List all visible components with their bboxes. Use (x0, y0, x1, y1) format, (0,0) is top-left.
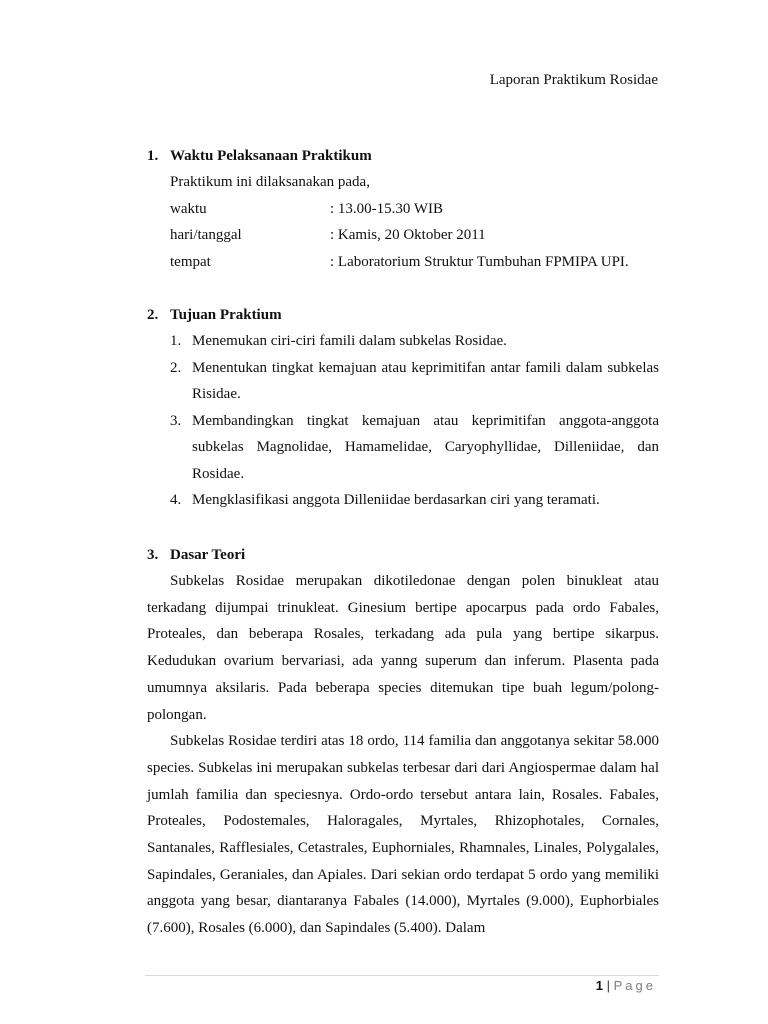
page-footer: 1 | Page (595, 978, 656, 993)
list-item: 1. Menemukan ciri-ciri famili dalam subkelas Rosidae. (170, 333, 507, 349)
list-item: 4. Mengklasifikasi anggota Dilleniidae berdasarkan ciri yang teramati. (170, 492, 600, 508)
section-heading: 1. Waktu Pelaksanaan Praktikum (147, 148, 372, 164)
info-row-tempat: tempat : Laboratorium Struktur Tumbuhan FPMIPA UPI. (170, 253, 629, 270)
list-item: 3. Membandingkan tingkat kemajuan atau keprimitifan anggota-anggota subkelas Magnolidae, Hamamelidae, Caryophyllidae, Dilleniidae, dan Rosidae. (170, 412, 659, 482)
section-intro: Praktikum ini dilaksanakan pada, (170, 174, 370, 190)
section-heading: 2. Tujuan Praktium (147, 307, 282, 323)
page-number: 1 (595, 978, 603, 993)
section-dasar-teori (147, 542, 659, 942)
section-heading: 3. Dasar Teori (147, 547, 246, 563)
list-item: 2. Menentukan tingkat kemajuan atau keprimitifan antar famili dalam subkelas Risidae. (170, 359, 659, 402)
info-row-hari-tanggal: hari/tanggal : Kamis, 20 Oktober 2011 (170, 227, 486, 243)
section-tujuan (147, 302, 659, 514)
paragraph: Subkelas Rosidae merupakan dikotiledonae dengan polen binukleat atau terkadang dijumpai trinukleat. Ginesium bertipe apocarpus pada ordo Fabales, Proteales, dan beberapa Rosales, terkadang ada pula yang bertipe sikarpus. Kedudukan ovarium bervariasi, ada yanng superum dan inferum. Plasenta pada umumnya aksilaris. Pada beberapa species ditemukan tipe buah legum/polong-polongan. (147, 573, 659, 723)
running-header: Laporan Praktikum Rosidae (489, 72, 658, 88)
info-row-waktu: waktu : 13.00-15.30 WIB (170, 200, 444, 217)
section-waktu (147, 143, 659, 275)
footer-divider (145, 975, 659, 976)
paragraph: Subkelas Rosidae terdiri atas 18 ordo, 114 familia dan anggotanya sekitar 58.000 species. Subkelas ini merupakan subkelas terbesar dari dari Angiospermae dalam hal jumlah familia dan speciesnya. Ordo-ordo tersebut antara lain, Rosales. Fabales, Proteales, Podostemales, Haloragales, Myrtales, Rhizophotales, Cornales, Santanales, Rafflesiales, Cetastrales, Euphorniales, Rhamnales, Linales, Polygalales, Sapindales, Geraniales, dan Apiales. Dari sekian ordo terdapat 5 ordo yang memiliki anggota yang besar, diantaranya Fabales (14.000), Myrtales (9.000), Euphorbiales (7.600), Rosales (6.000), dan Sapindales (5.400). Dalam (147, 733, 659, 937)
